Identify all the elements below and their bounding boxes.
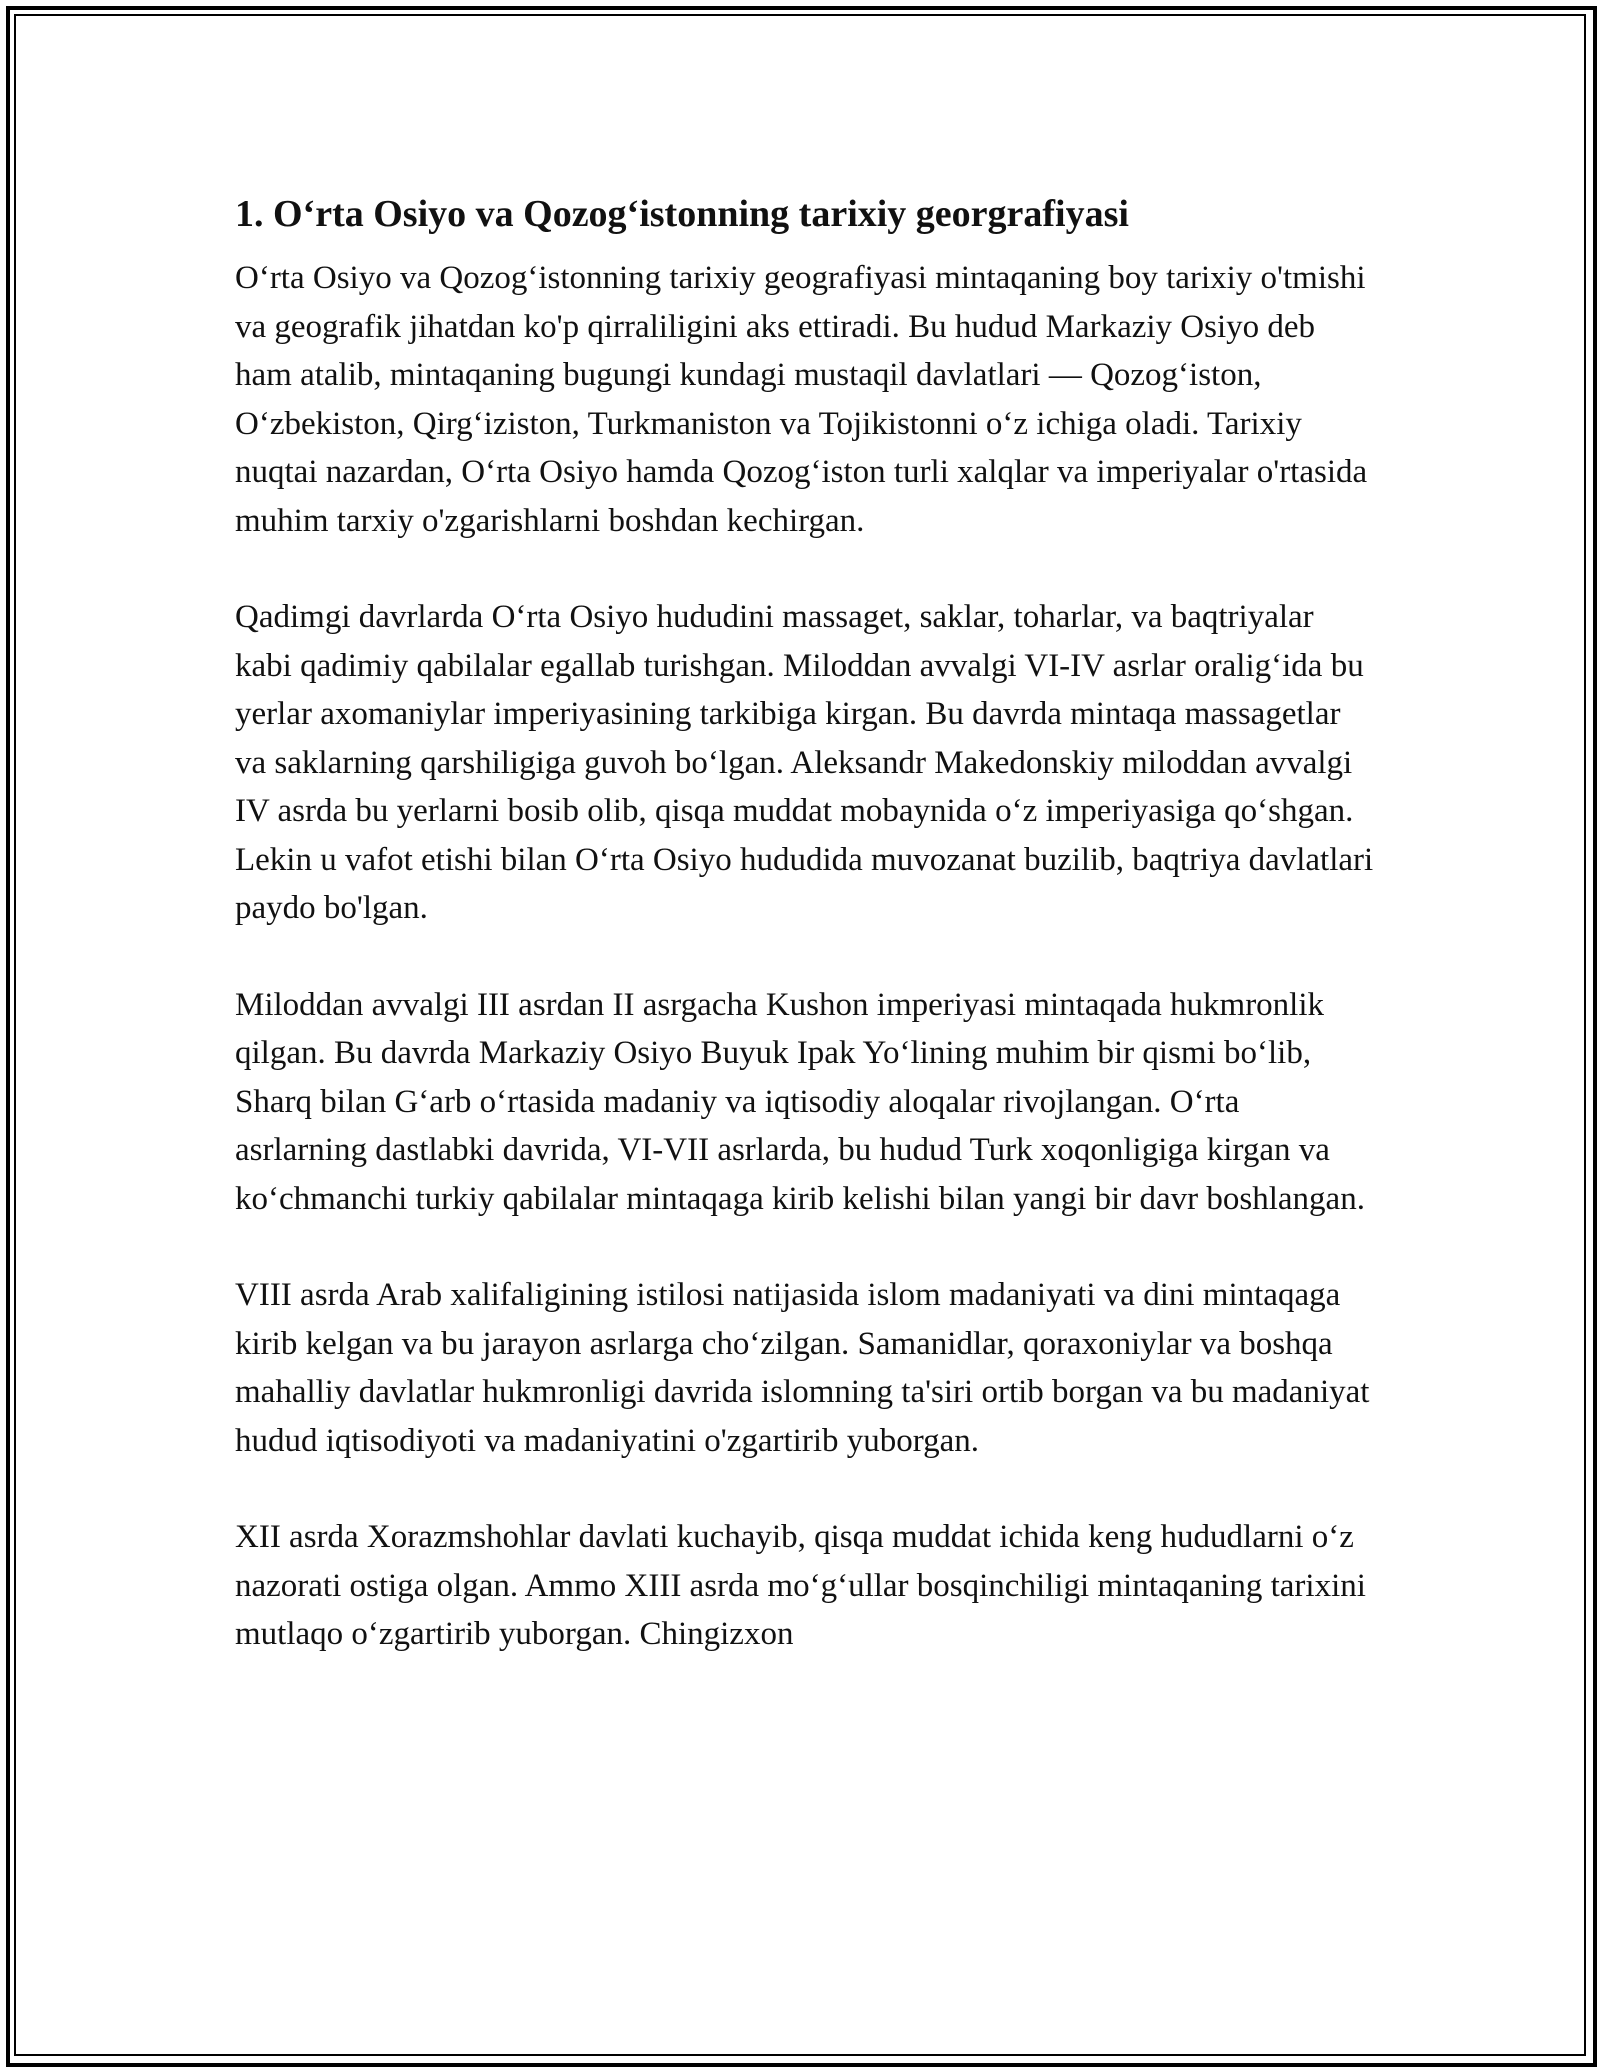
paragraph-intro: O‘rta Osiyo va Qozog‘istonning tarixiy geografiyasi mintaqaning boy tarixiy o'tmishi va geografik jihatdan ko'p qirraliligini aks ettiradi. Bu hudud Markaziy Osiyo deb ham atalib, mintaqaning bugungi kundagi mustaqil davlatlari — Qozog‘iston, O‘zbekiston, Qirg‘iziston, Turkmaniston va Tojikistonni o‘z ichiga oladi. Tarixiy nuqtai nazardan, O‘rta Osiyo hamda Qozog‘iston turli xalqlar va imperiyalar o'rtasida muhim tarxiy o'zgarishlarni boshdan kechirgan. bbox=[235, 260, 1368, 539]
paragraph-khwarazm-mongol-period: XII asrda Xorazmshohlar davlati kuchayib, qisqa muddat ichida keng hududlarni o‘z nazorati ostiga olgan. Ammo XIII asrda mo‘g‘ullar bosqinchiligi mintaqaning tarixini mutlaqo o‘zgartirib yuborgan. Chingizxon bbox=[235, 1519, 1366, 1652]
paragraph-ancient-period: Qadimgi davrlarda O‘rta Osiyo hududini massaget, saklar, toharlar, va baqtriyalar kabi qadimiy qabilalar egallab turishgan. Miloddan avvalgi VI-IV asrlar oralig‘ida bu yerlar axomaniylar imperiyasining tarkibiga kirgan. Bu davrda mintaqa massagetlar va saklarning qarshiligiga guvoh bo‘lgan. Aleksandr Makedonskiy miloddan avvalgi IV asrda bu yerlarni bosib olib, qisqa muddat mobaynida o‘z imperiyasiga qo‘shgan. Lekin u vafot etishi bilan O‘rta Osiyo hududida muvozanat buzilib, baqtriya davlatlari paydo bo'lgan. bbox=[235, 599, 1374, 926]
paragraph-arab-islam-period: VIII asrda Arab xalifaligining istilosi natijasida islom madaniyati va dini mintaqaga kirib kelgan va bu jarayon asrlarga cho‘zilgan. Samanidlar, qoraxoniylar va boshqa mahalliy davlatlar hukmronligi davrida islomning ta'siri ortib borgan va bu madaniyat hudud iqtisodiyoti va madaniyatini o'zgartirib yuborgan. bbox=[235, 1277, 1370, 1459]
document-body bbox=[235, 188, 1375, 1707]
paragraph-kushan-turk-period: Miloddan avvalgi III asrdan II asrgacha Kushon imperiyasi mintaqada hukmronlik qilgan. Bu davrda Markaziy Osiyo Buyuk Ipak Yo‘lining muhim bir qismi bo‘lib, Sharq bilan G‘arb o‘rtasida madaniy va iqtisodiy aloqalar rivojlangan. O‘rta asrlarning dastlabki davrida, VI-VII asrlarda, bu hudud Turk xoqonligiga kirgan va ko‘chmanchi turkiy qabilalar mintaqaga kirib kelishi bilan yangi bir davr boshlangan. bbox=[235, 986, 1365, 1217]
section-heading: 1. O‘rta Osiyo va Qozog‘istonning tarixiy georgrafiyasi bbox=[235, 193, 1129, 235]
